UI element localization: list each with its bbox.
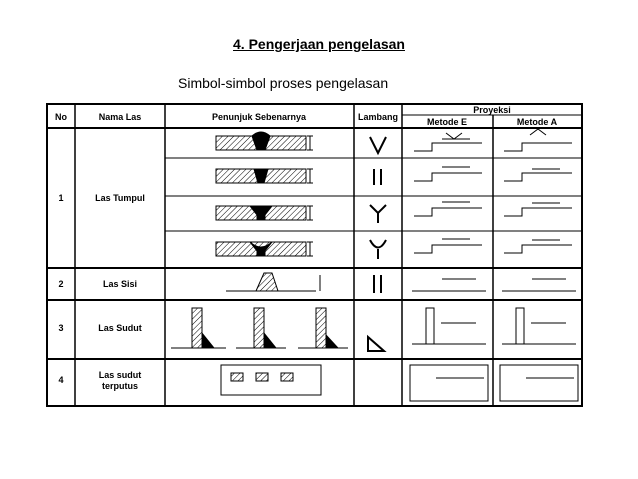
- row-3-no: 3: [58, 323, 64, 333]
- row-4-no: 4: [58, 375, 64, 385]
- intermittent-weld-sketch: [221, 365, 321, 395]
- butt-weld-sketch-1: [216, 132, 313, 150]
- edge-weld-sketch: [226, 273, 320, 291]
- butt-weld-sketch-3: [216, 206, 313, 220]
- row-4-name-line2: terputus: [102, 381, 138, 391]
- row-4-name-line1: Las sudut: [98, 370, 142, 380]
- header-metode-a: Metode A: [516, 117, 558, 127]
- header-proyeksi: Proyeksi: [473, 105, 511, 115]
- symbol-y-groove-icon: [370, 205, 386, 223]
- page-heading: 4. Pengerjaan pengelasan: [233, 36, 405, 52]
- projection-row3: [412, 308, 576, 344]
- symbol-v-groove-icon: [370, 137, 386, 153]
- symbol-edge-icon: [374, 275, 381, 293]
- row-1-name: Las Tumpul: [95, 193, 145, 203]
- butt-weld-sketch-4: [216, 242, 313, 256]
- header-nama-las: Nama Las: [98, 112, 142, 122]
- header-penunjuk: Penunjuk Sebenarnya: [211, 112, 307, 122]
- symbol-square-groove-icon: [374, 169, 381, 185]
- row-2-no: 2: [58, 279, 64, 289]
- row-2-name: Las Sisi: [102, 279, 138, 289]
- projection-e-row1: [414, 133, 482, 253]
- projection-row2: [412, 279, 576, 291]
- header-lambang: Lambang: [357, 112, 399, 122]
- symbol-u-groove-icon: [370, 240, 386, 259]
- row-1-no: 1: [58, 193, 64, 203]
- header-metode-e: Metode E: [426, 117, 468, 127]
- welding-symbols-table: [46, 103, 586, 408]
- projection-a-row1: [504, 129, 572, 253]
- fillet-weld-sketch: [171, 308, 348, 348]
- header-no: No: [55, 112, 67, 122]
- row-3-name: Las Sudut: [98, 323, 142, 333]
- symbol-fillet-icon: [368, 337, 384, 351]
- table-grid: [47, 104, 582, 406]
- butt-weld-sketch-2: [216, 169, 313, 183]
- projection-row4: [410, 365, 578, 401]
- page-subheading: Simbol-simbol proses pengelasan: [178, 75, 389, 91]
